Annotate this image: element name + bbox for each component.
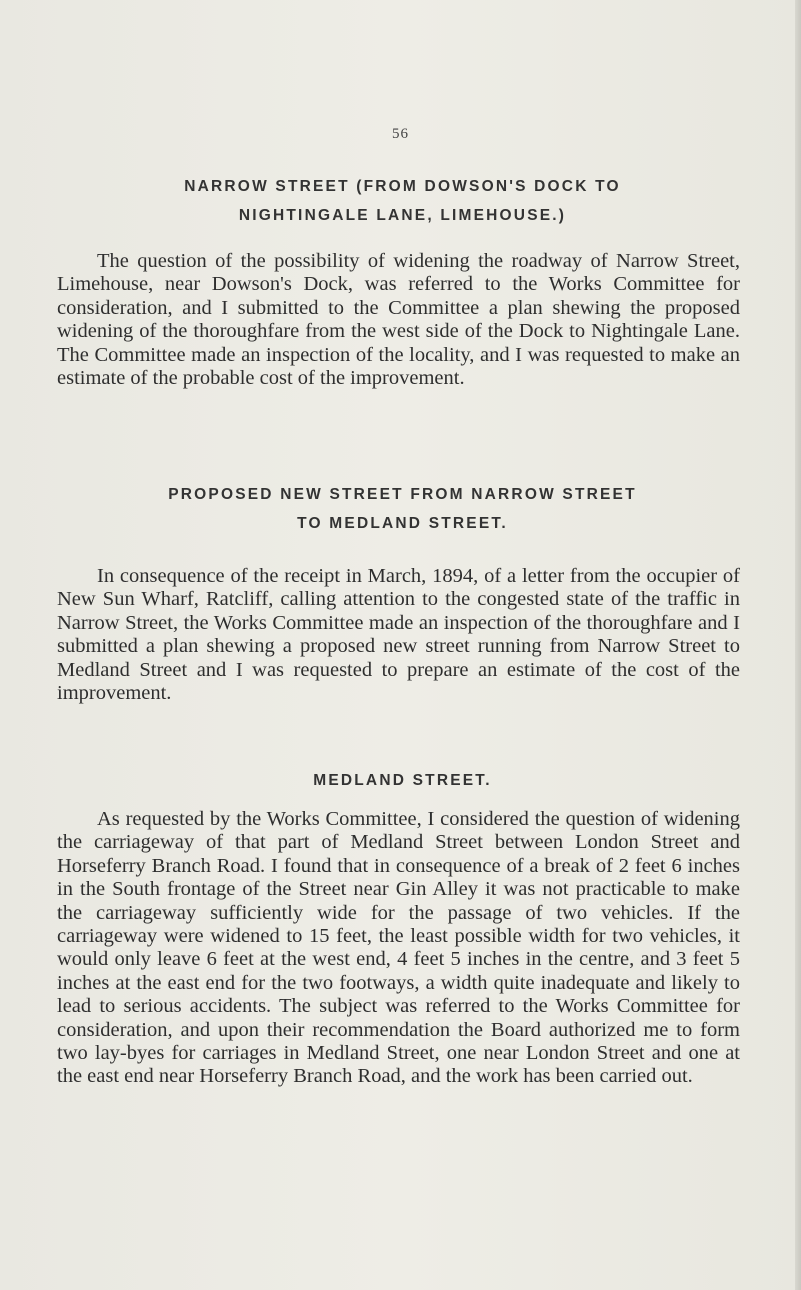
section-heading-narrow-street [60,172,745,230]
heading-line: TO MEDLAND STREET. [297,515,508,532]
section-heading-medland-street [60,766,745,795]
paragraph-medland-street: As requested by the Works Committee, I considered the question of widening the carriageway of that part of Medland Street between London Street and Horseferry Branch Road. I found that in consequence of a break of 2 feet 6 inches in the South frontage of the Street near Gin Alley it was not practicable to make the carriageway sufficiently wide for the passage of two vehicles. If the carriageway were widened to 15 feet, the least possible width for two vehicles, it would only leave 6 feet at the west end, 4 feet 5 inches in the centre, and 3 feet 5 inches at the east end for the two footways, a width quite inadequate and likely to lead to serious accidents. The subject was referred to the Works Committee for consideration, and upon their recommendation the Board authorized me to form two lay-byes for carriages in Medland Street, one near London Street and one at the east end near Horseferry Branch Road, and the work has been carried out. [57,808,740,1088]
paragraph-narrow-street: The question of the possibility of widening the roadway of Narrow Street, Limehouse, near Dowson's Dock, was referred to the Works Committee for consideration, and I submitted to the Committee a plan shewing the proposed widening of the thoroughfare from the west side of the Dock to Nightingale Lane. The Committee made an inspection of the locality, and I was requested to make an estimate of the probable cost of the improvement. [57,250,740,390]
page-number: 56 [392,126,409,142]
heading-line: MEDLAND STREET. [313,772,492,789]
page-edge [795,0,801,1290]
heading-line: PROPOSED NEW STREET FROM NARROW STREET [168,486,637,503]
heading-line: NARROW STREET (FROM DOWSON'S DOCK TO [184,178,621,195]
heading-line: NIGHTINGALE LANE, LIMEHOUSE.) [238,207,567,224]
section-heading-proposed-new-street [60,480,745,538]
paragraph-proposed-new-street: In consequence of the receipt in March, 1894, of a letter from the occupier of New Sun Wharf, Ratcliff, calling attention to the congested state of the traffic in Narrow Street, the Works Committee made an inspection of the thoroughfare and I submitted a plan shewing a proposed new street running from Narrow Street to Medland Street and I was requested to prepare an estimate of the cost of the improvement. [57,565,740,705]
